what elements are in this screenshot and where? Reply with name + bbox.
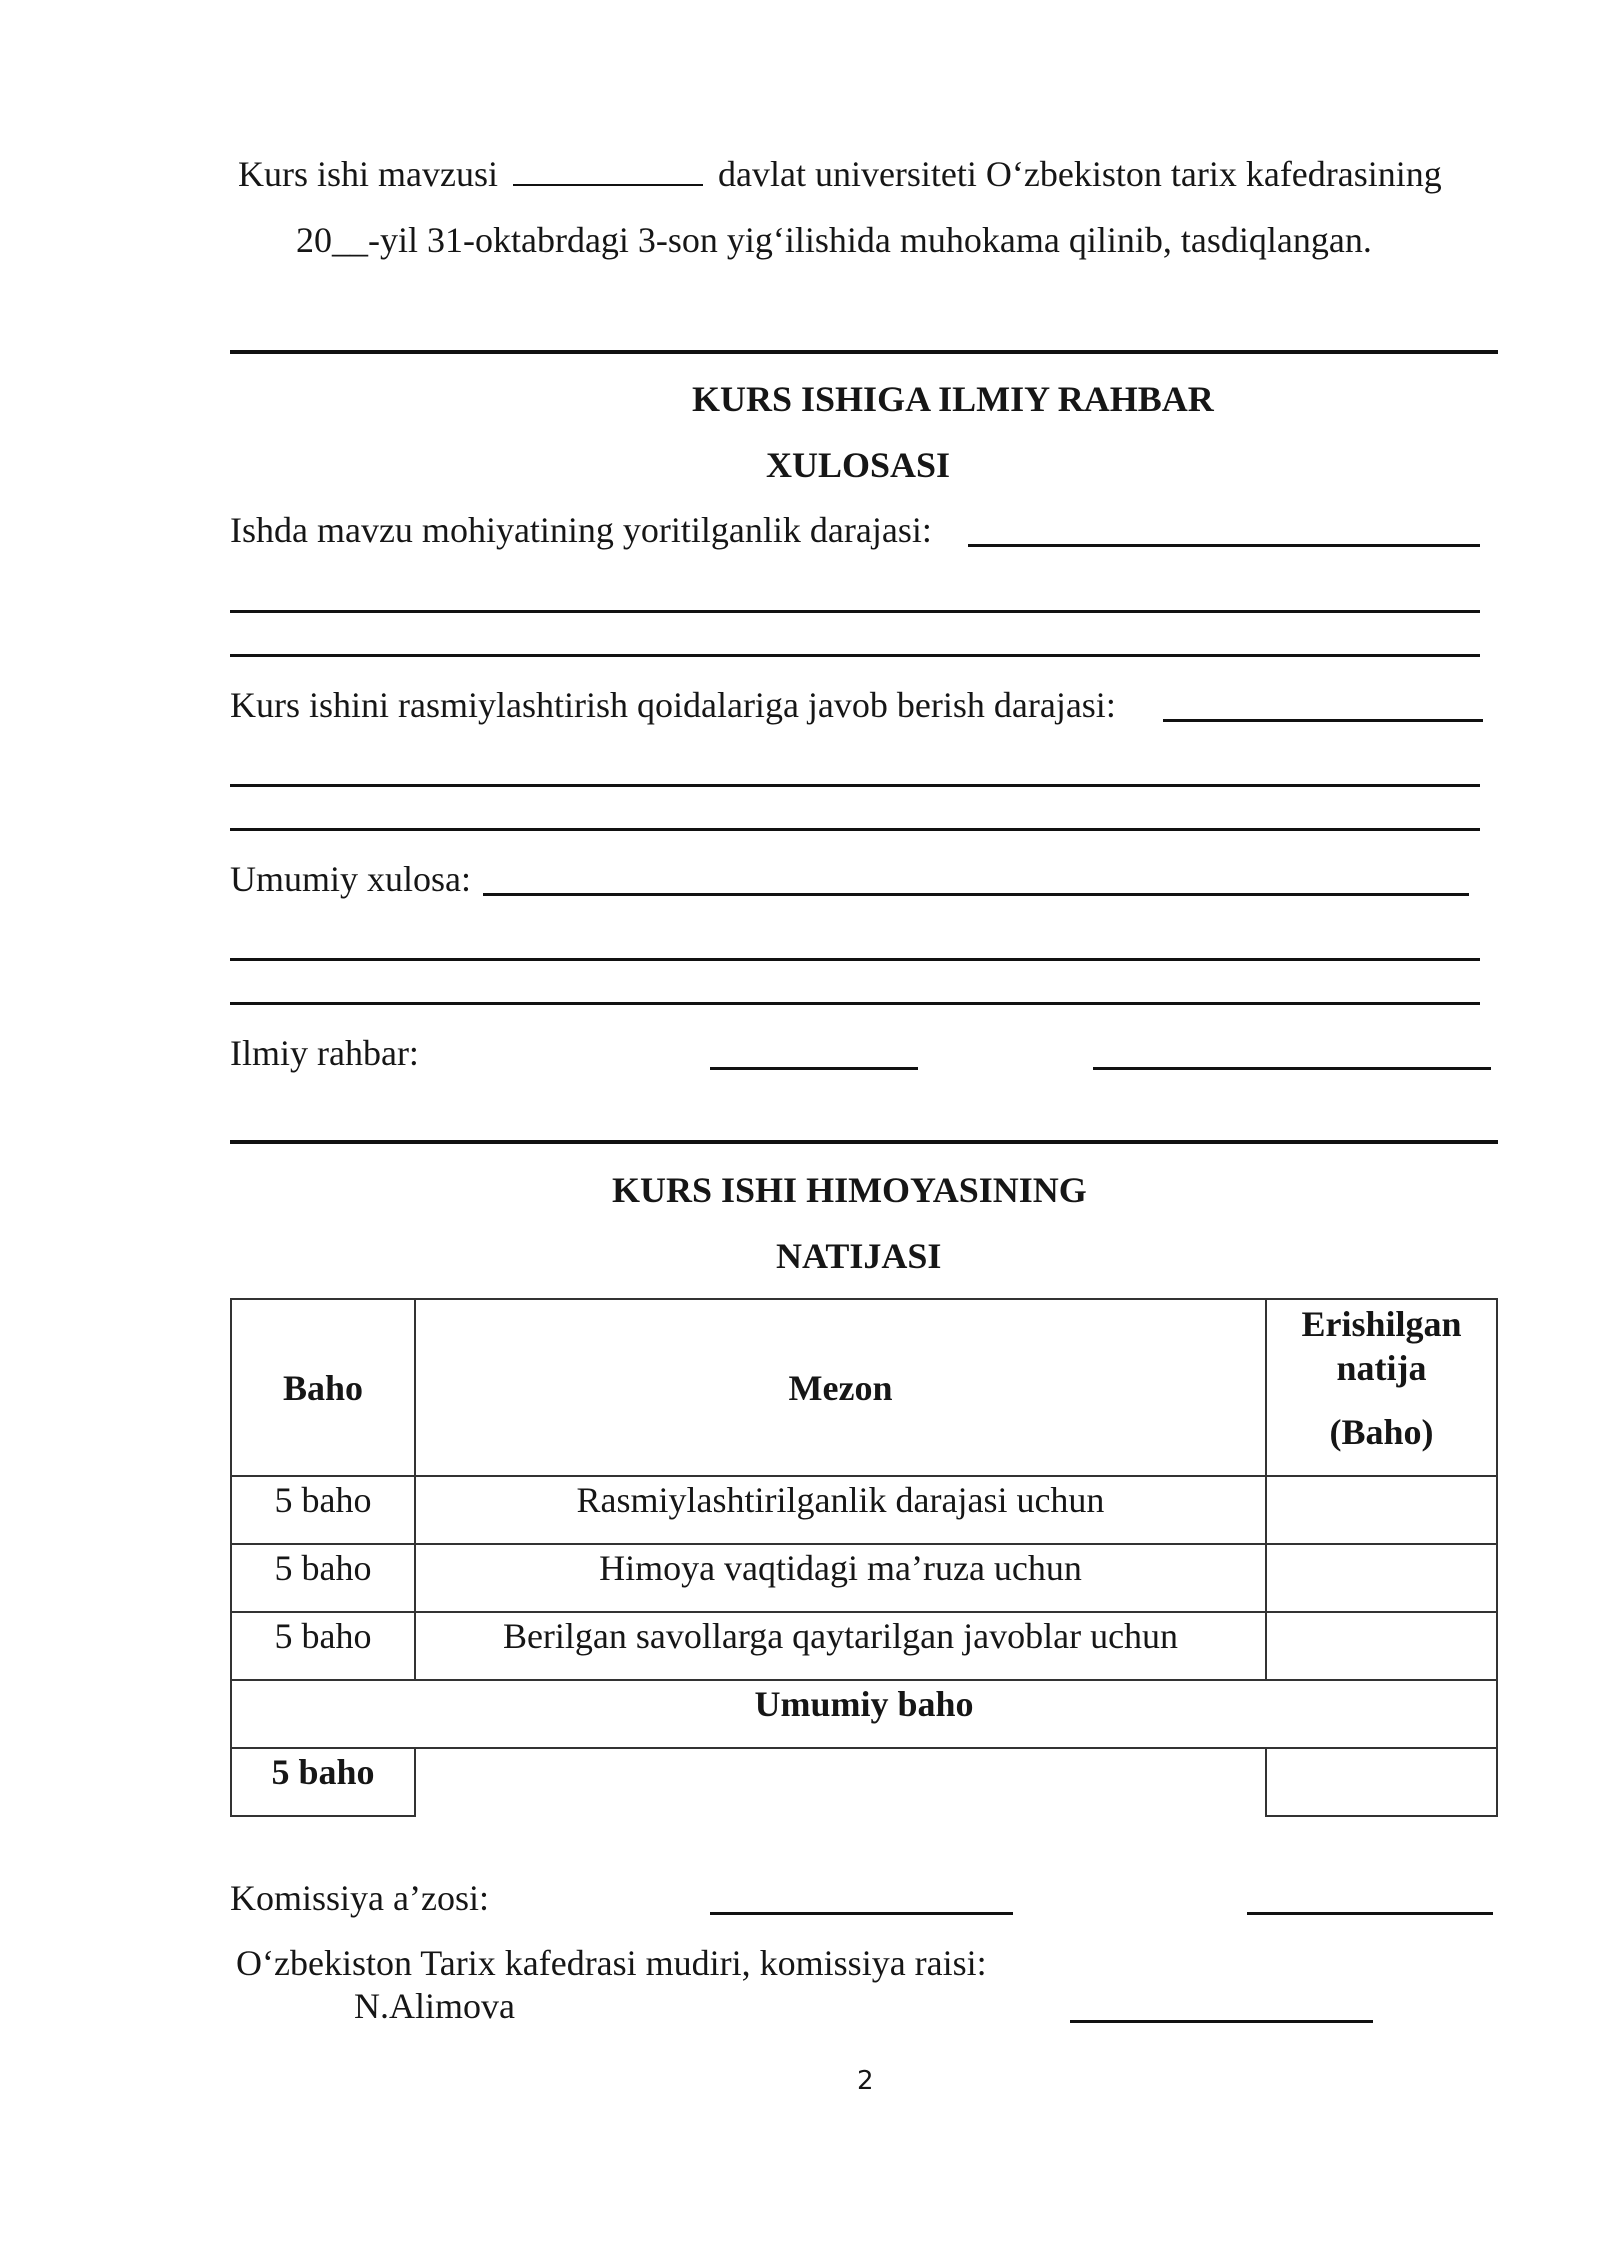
rahbar-title-2: XULOSASI	[766, 445, 951, 485]
header-baho: Baho	[231, 1299, 415, 1476]
header-result-line-1: Erishilgan	[1301, 1304, 1462, 1344]
header-result	[1266, 1299, 1497, 1476]
question-2-label: Kurs ishini rasmiylashtirish qoidalariga javob berish darajasi:	[230, 685, 1116, 725]
intro-text-b: davlat universiteti O‘zbekiston tarix kafedrasining	[717, 154, 1442, 194]
answer-line	[230, 784, 1480, 787]
chair-name: N.Alimova	[354, 1986, 515, 2026]
total-baho: 5 baho	[231, 1748, 415, 1816]
intro-line-2: 20__-yil 31-oktabrdagi 3-son yig‘ilishida muhokama qilinib, tasdiqlangan.	[296, 220, 1372, 260]
table-row	[231, 1476, 1497, 1544]
supervisor-signature-line	[710, 1067, 918, 1070]
total-empty-cell	[415, 1748, 1266, 1816]
section-divider	[230, 1140, 1498, 1144]
table-row	[231, 1544, 1497, 1612]
page-number: 2	[857, 2066, 874, 2096]
question-1-blank	[968, 544, 1480, 547]
commission-member-label: Komissiya a’zosi:	[230, 1878, 489, 1918]
supervisor-name-line	[1093, 1067, 1491, 1070]
intro-text-a: Kurs ishi mavzusi	[238, 154, 498, 194]
question-2-blank	[1163, 719, 1483, 722]
answer-line	[230, 1002, 1480, 1005]
results-table	[230, 1298, 1498, 1817]
chair-signature-line	[1070, 2020, 1373, 2023]
question-3-blank	[483, 893, 1469, 896]
member-name-line	[1247, 1912, 1493, 1915]
row-mezon: Berilgan savollarga qaytarilgan javoblar uchun	[415, 1612, 1266, 1680]
row-result-cell[interactable]	[1266, 1612, 1497, 1680]
row-result-cell[interactable]	[1266, 1544, 1497, 1612]
answer-line	[230, 828, 1480, 831]
member-signature-line	[710, 1912, 1013, 1915]
table-row	[231, 1612, 1497, 1680]
total-label: Umumiy baho	[231, 1680, 1497, 1748]
header-result-line-3: (Baho)	[1329, 1412, 1434, 1452]
answer-line	[230, 610, 1480, 613]
question-1-label: Ishda mavzu mohiyatining yoritilganlik darajasi:	[230, 510, 932, 550]
row-mezon: Rasmiylashtirilganlik darajasi uchun	[415, 1476, 1266, 1544]
defense-title-2: NATIJASI	[776, 1236, 942, 1276]
supervisor-label: Ilmiy rahbar:	[230, 1033, 419, 1073]
total-label-row	[231, 1680, 1497, 1748]
row-baho: 5 baho	[231, 1476, 415, 1544]
total-row	[231, 1748, 1497, 1816]
question-3-label: Umumiy xulosa:	[230, 859, 471, 899]
intro-line-1	[238, 152, 1442, 196]
row-baho: 5 baho	[231, 1612, 415, 1680]
rahbar-title-1: KURS ISHIGA ILMIY RAHBAR	[692, 379, 1214, 419]
answer-line	[230, 654, 1480, 657]
answer-line	[230, 958, 1480, 961]
university-blank	[513, 184, 703, 186]
defense-title-1: KURS ISHI HIMOYASINING	[612, 1170, 1087, 1210]
table-header-row	[231, 1299, 1497, 1476]
section-divider	[230, 350, 1498, 354]
row-result-cell[interactable]	[1266, 1476, 1497, 1544]
header-mezon: Mezon	[415, 1299, 1266, 1476]
chair-label: O‘zbekiston Tarix kafedrasi mudiri, komissiya raisi:	[236, 1943, 987, 1983]
total-result-cell[interactable]	[1266, 1748, 1497, 1816]
header-result-line-2: natija	[1336, 1348, 1427, 1388]
row-baho: 5 baho	[231, 1544, 415, 1612]
row-mezon: Himoya vaqtidagi ma’ruza uchun	[415, 1544, 1266, 1612]
